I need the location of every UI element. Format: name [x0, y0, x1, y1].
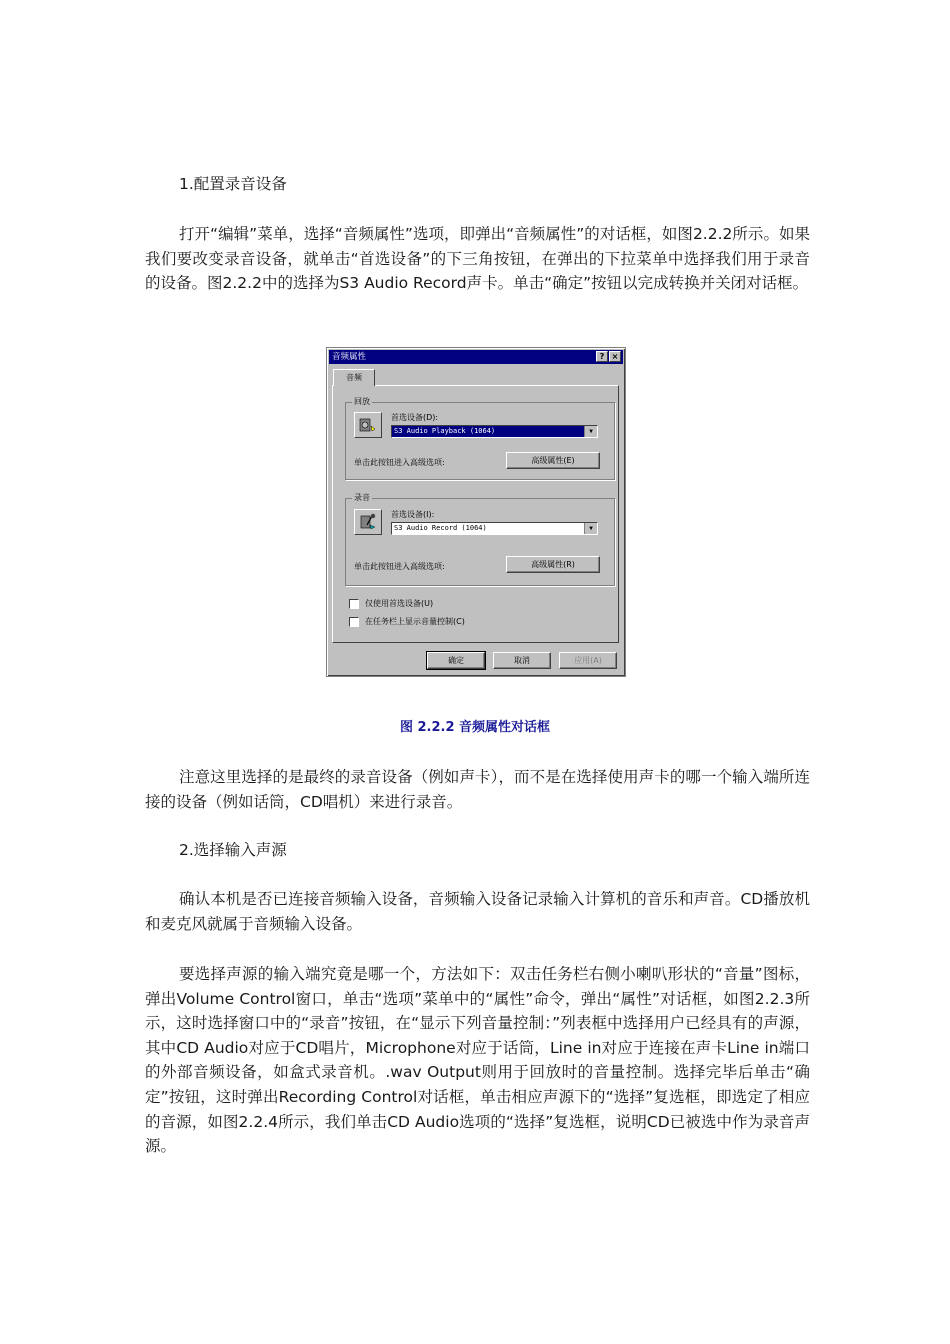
show-volume-label: 在任务栏上显示音量控制(C) [365, 617, 465, 626]
show-volume-checkbox-row[interactable] [349, 616, 465, 627]
paragraph-note: 注意这里选择的是最终的录音设备（例如声卡），而不是在选择使用声卡的哪一个输入端所连接的设备（例如话筒，CD唱机）来进行录音。 [145, 768, 810, 811]
paragraph-input-devices: 确认本机是否已连接音频输入设备，音频输入设备记录输入计算机的音乐和声音。CD播放机和麦克风就属于音频输入设备。 [145, 890, 810, 933]
record-group [345, 493, 615, 586]
close-button[interactable]: × [609, 351, 621, 362]
audio-properties-dialog-figure [326, 347, 626, 677]
playback-preferred-label: 首选设备(D): [391, 413, 439, 422]
microphone-icon [354, 509, 382, 535]
only-preferred-checkbox[interactable] [349, 599, 359, 609]
figure-caption: 图 2.2.2 音频属性对话框 [399, 720, 551, 735]
playback-device-select[interactable] [391, 425, 598, 438]
playback-group [345, 397, 615, 480]
record-advanced-button[interactable]: 高级属性(R) [506, 556, 600, 573]
record-device-select[interactable] [391, 522, 598, 535]
tab-panel-audio [332, 385, 619, 643]
section-heading-configure-recording: 1.配置录音设备 [179, 175, 287, 193]
record-legend: 录音 [354, 493, 370, 502]
only-preferred-checkbox-row[interactable] [349, 598, 433, 609]
section-heading-select-input: 2.选择输入声源 [179, 841, 287, 859]
playback-legend: 回放 [354, 397, 370, 406]
record-advanced-label: 单击此按钮进入高级选项: [354, 562, 445, 571]
paragraph-configure-recording: 打开“编辑”菜单，选择“音频属性”选项，即弹出“音频属性”的对话框，如图2.2.2所示。如果我们要改变录音设备，就单击“首选设备”的下三角按钮，在弹出的下拉菜单中选择我们用于录音的设备。图2.2.2中的选择为S3 Audio Record声卡。单击“确定”按钮以完成转换并关闭对话框。 [145, 225, 810, 293]
record-device-value: S3 Audio Record (1064) [394, 524, 487, 532]
help-button[interactable]: ? [596, 351, 608, 362]
chevron-down-icon[interactable]: ▼ [584, 523, 597, 534]
dialog-title: 音频属性 [332, 352, 367, 362]
apply-button[interactable]: 应用(A) [559, 652, 617, 669]
paragraph-select-source: 要选择声源的输入端究竟是哪一个，方法如下：双击任务栏右侧小喇叭形状的“音量”图标，弹出Volume Control窗口，单击“选项”菜单中的“属性”命令，弹出“属性”对话框，如图2.2.3所示，这时选择窗口中的“录音”按钮，在“显示下列音量控制：”列表框中选择用户已经具有的声源，其中CD Audio对应于CD唱片，Microphone对应于话筒，Line in对应于连接在声卡Line in端口的外部音频设备，如盒式录音机。.wav Output则用于回放时的音量控制。选择完毕后单击“确定”按钮，这时弹出Recording Control对话框，单击相应声源下的“选择”复选框，即选定了相应的音源，如图2.2.4所示，我们单击CD Audio选项的“选择”复选框，说明CD已被选中作为录音声源。 [145, 965, 810, 1156]
only-preferred-label: 仅使用首选设备(U) [365, 599, 434, 608]
dialog-titlebar [329, 350, 623, 364]
tab-audio[interactable]: 音频 [333, 369, 375, 386]
playback-advanced-button[interactable]: 高级属性(E) [506, 452, 600, 469]
chevron-down-icon[interactable]: ▼ [584, 426, 597, 437]
playback-device-value: S3 Audio Playback (1064) [392, 426, 584, 437]
ok-button[interactable]: 确定 [427, 652, 485, 669]
show-volume-checkbox[interactable] [349, 617, 359, 627]
record-preferred-label: 首选设备(I): [391, 510, 435, 519]
speaker-icon [354, 412, 382, 438]
playback-advanced-label: 单击此按钮进入高级选项: [354, 458, 445, 467]
cancel-button[interactable]: 取消 [493, 652, 551, 669]
